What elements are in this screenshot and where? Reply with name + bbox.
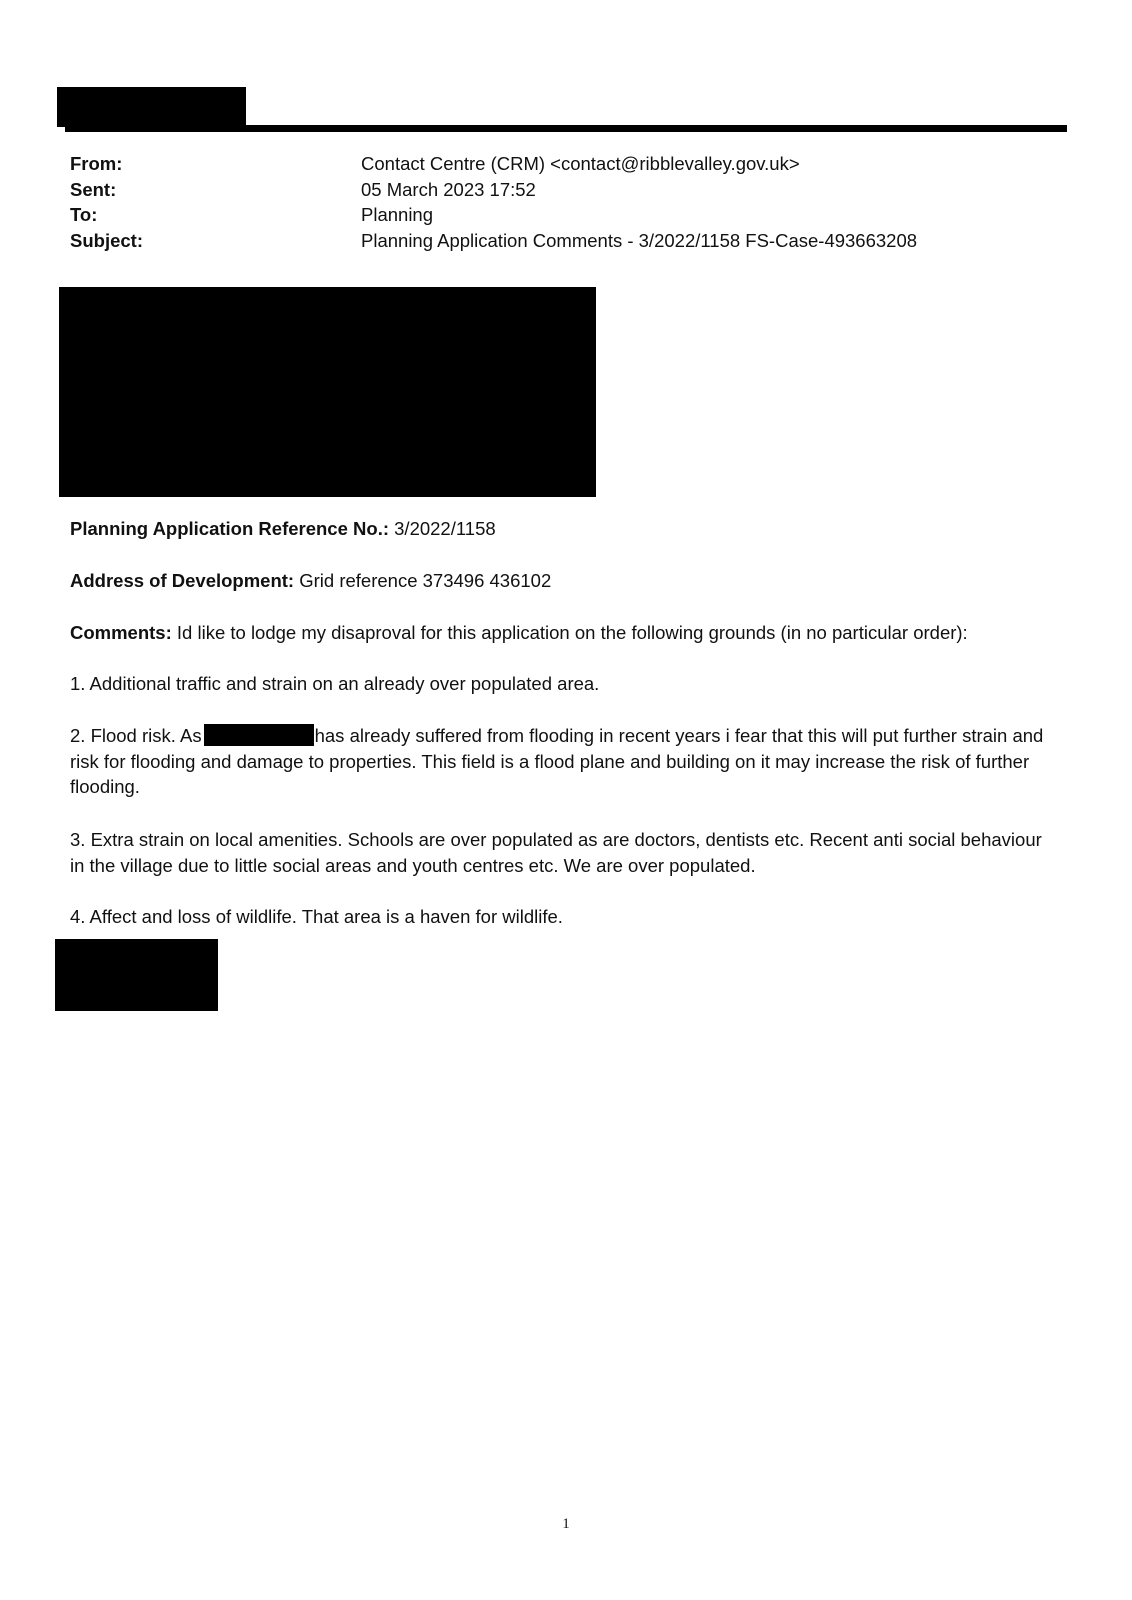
reference-value: 3/2022/1158 [389,518,496,539]
page-number: 1 [562,1516,570,1532]
from-value: Contact Centre (CRM) <contact@ribblevalley.gov.uk> [361,153,800,174]
sent-value: 05 March 2023 17:52 [361,178,536,200]
from-row [70,151,917,177]
from-label: From: [70,153,123,174]
redaction-block-header [57,87,246,127]
redaction-block-signature [55,939,218,1011]
reference-label: Planning Application Reference No.: [70,518,389,539]
reference-line [70,516,1060,542]
to-label: To: [70,204,98,225]
to-value: Planning [361,204,434,225]
point-2-rest: has already suffered from flooding in recent years i fear that this will put further strain and risk for flooding and damage to properties. This field is a flood plane and building on it may increase the risk of further flooding. [70,725,1044,797]
redaction-block-sender [59,287,596,497]
address-line [70,568,1060,594]
point-2 [70,723,1060,800]
point-1: 1. Additional traffic and strain on an already over populated area. [70,673,600,694]
to-row [70,202,917,228]
comments-line [70,620,1060,646]
comments-label: Comments: [70,622,172,643]
point-2-start: 2. Flood risk. As [70,725,202,746]
sent-label: Sent: [70,178,117,200]
address-label: Address of Development: [70,570,295,591]
comments-value: Id like to lodge my disaproval for this application on the following grounds (in no particular order): [171,622,968,643]
point-3: 3. Extra strain on local amenities. Schools are over populated as are doctors, dentists etc. Recent anti social behaviour in the village due to little social areas and youth centres etc. We are over populated. [70,829,1042,876]
point-4: 4. Affect and loss of wildlife. That area is a haven for wildlife. [70,906,563,927]
subject-row [70,228,917,254]
redaction-inline [204,724,314,746]
sent-row [70,177,917,203]
subject-label: Subject: [70,229,143,251]
email-header [70,151,917,253]
subject-value: Planning Application Comments - 3/2022/1158 FS-Case-493663208 [361,229,918,251]
header-rule [65,125,1067,132]
address-value: Grid reference 373496 436102 [294,570,552,591]
